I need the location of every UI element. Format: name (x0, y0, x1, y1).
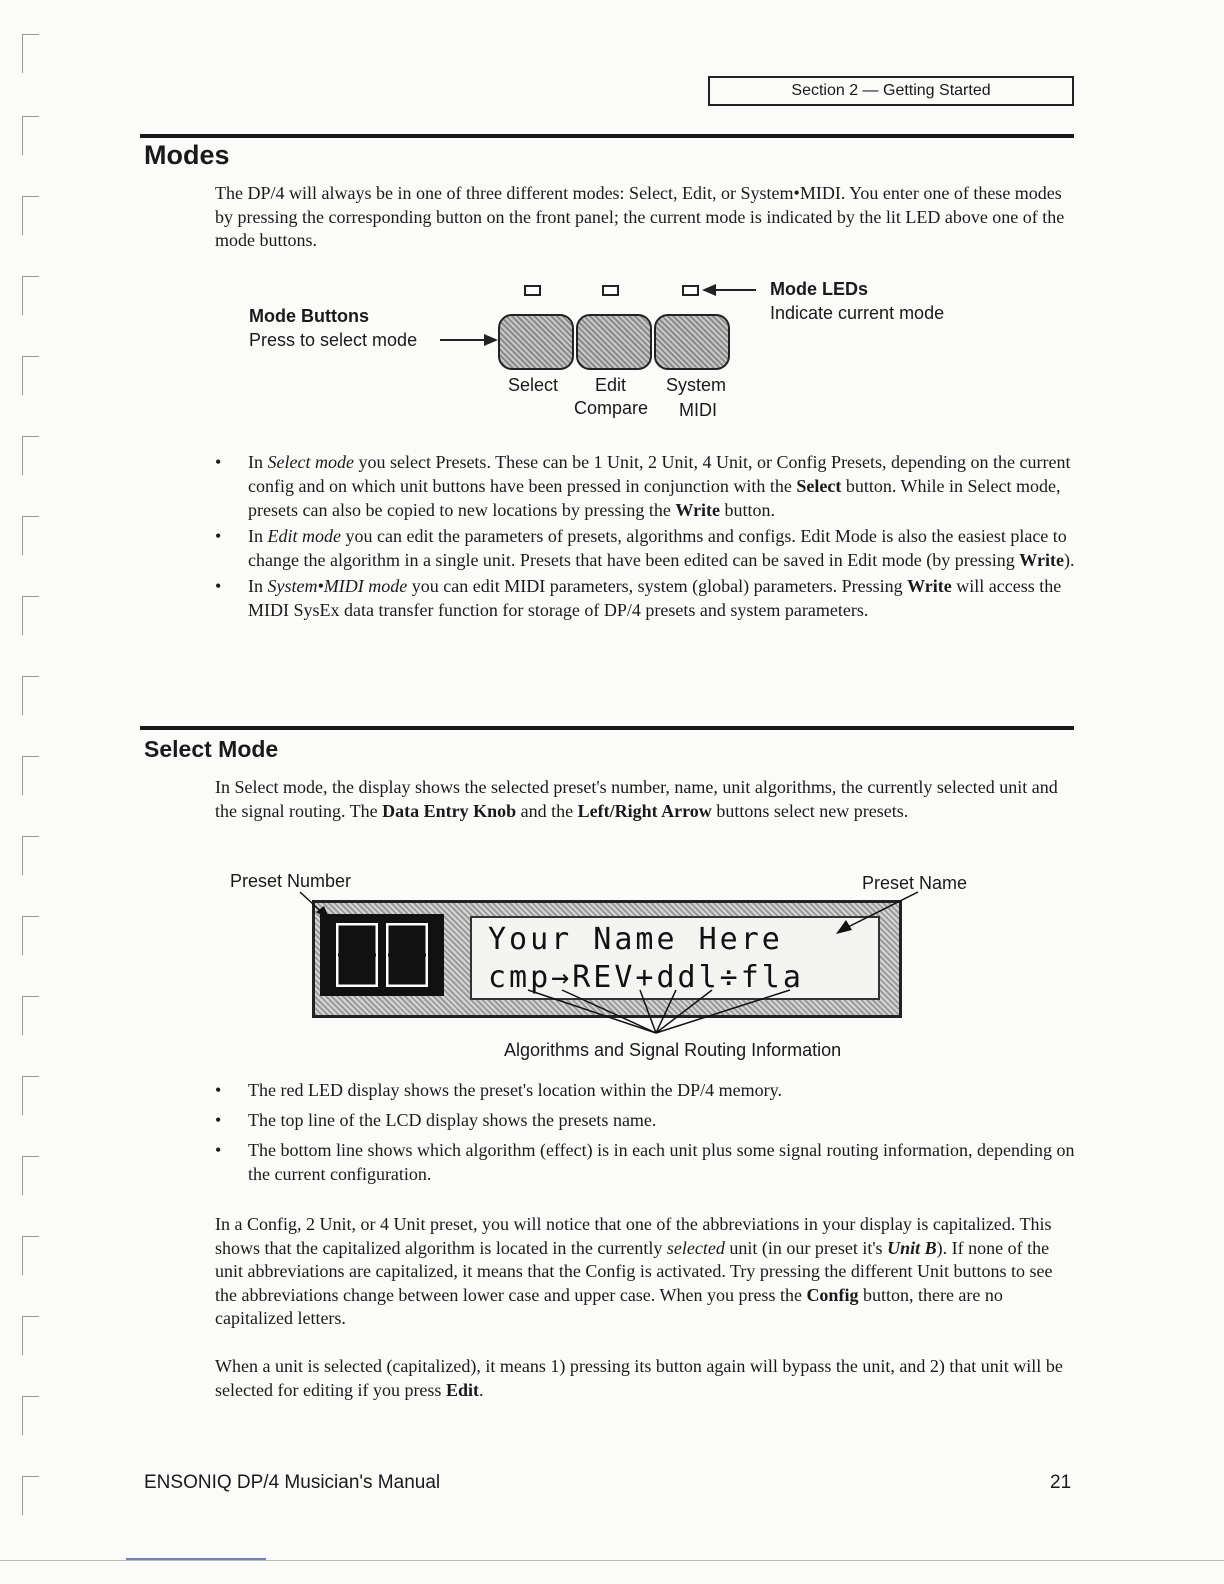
compare-button-label: Compare (574, 398, 649, 418)
routing-info-label: Algorithms and Signal Routing Information (504, 1040, 842, 1060)
select-mode-button[interactable] (498, 314, 574, 370)
binding-mark (22, 676, 39, 715)
scan-edge-mark (126, 1558, 266, 1560)
binding-mark (22, 276, 39, 315)
system-button-label: System (666, 375, 727, 395)
binding-mark (22, 836, 39, 875)
edit-button-label: Edit (595, 375, 627, 395)
binding-mark (22, 996, 39, 1035)
list-item: • In Select mode you select Presets. These can be 1 Unit, 2 Unit, 4 Unit, or Config Presets, depending on the current config and on which unit buttons have been pressed in conjunction with the Select button. While in Select mode, presets can also be copied to new locations by pressing the Write button. (215, 452, 1071, 520)
paragraph: When a unit is selected (capitalized), it means 1) pressing its button again will bypass the unit, and 2) that unit will be selected for editing if you press Edit. (215, 1356, 1063, 1400)
section-header-box (708, 76, 1074, 106)
binding-mark (22, 1476, 39, 1515)
mode-buttons-desc: Press to select mode (249, 330, 418, 350)
binding-mark (22, 116, 39, 155)
system-led (682, 285, 699, 296)
lcd-line-1: Your Name Here (488, 922, 783, 957)
binding-mark (22, 596, 39, 635)
list-item: • The red LED display shows the preset's location within the DP/4 memory. (215, 1080, 782, 1100)
list-item: • The bottom line shows which algorithm (effect) is in each unit plus some signal routing information, depending on the current configuration. (215, 1140, 1075, 1184)
binding-mark (22, 516, 39, 555)
edit-led (602, 285, 619, 296)
page-title: Modes (144, 140, 230, 170)
binding-mark (22, 34, 39, 73)
lcd-line-2: cmp→REV+ddl÷fla (488, 960, 804, 995)
section-header-label: Section 2 — Getting Started (791, 82, 991, 99)
edit-mode-button[interactable] (576, 314, 652, 370)
binding-mark (22, 1076, 39, 1115)
binding-mark (22, 1236, 39, 1275)
mode-leds-desc: Indicate current mode (770, 303, 945, 323)
binding-mark (22, 1316, 39, 1355)
select-led (524, 285, 541, 296)
paragraph: In a Config, 2 Unit, or 4 Unit preset, you will notice that one of the abbreviations in your display is capitalized. This shows that the capitalized algorithm is located in the currently selected unit (in our preset it's Unit B). If none of the unit abbreviations are capitalized, it means that the Config is activated. Try pressing the different Unit buttons to see the abbreviations change between lower case and upper case. When you press the Config button, there are no capitalized letters. (215, 1214, 1053, 1328)
routing-pointers (528, 990, 790, 1033)
section-title: Select Mode (144, 736, 279, 762)
binding-mark (22, 436, 39, 475)
list-item: • In System•MIDI mode you can edit MIDI parameters, system (global) parameters. Pressing Write will access the MIDI SysEx data transfer function for storage of DP/4 presets and system parameters. (215, 576, 1062, 620)
diagram-pointers (290, 888, 930, 1038)
midi-button-label: MIDI (679, 400, 717, 420)
scan-edge (0, 1560, 1224, 1561)
select-mode-bullet-list (215, 1078, 1075, 1186)
preset-name-label: Preset Name (862, 873, 968, 893)
binding-mark (22, 1396, 39, 1435)
modes-intro: The DP/4 will always be in one of three different modes: Select, Edit, or System•MIDI. You enter one of these modes by pressing the corresponding button on the front panel; the current mode is indicated by the lit LED above one of the mode buttons. (215, 183, 1065, 250)
modes-bullet-list (215, 450, 1075, 622)
binding-mark (22, 356, 39, 395)
preset-number-label: Preset Number (230, 871, 352, 891)
section-rule (140, 134, 1074, 138)
arrow-left-icon (702, 282, 758, 298)
page-number: 21 (1050, 1472, 1072, 1493)
select-mode-intro: In Select mode, the display shows the selected preset's number, name, unit algorithms, the currently selected unit and the signal routing. The Data Entry Knob and the Left/Right Arrow buttons select new presets. (215, 777, 1058, 821)
binding-mark (22, 916, 39, 955)
arrow-right-icon (440, 332, 498, 348)
pointer-line (846, 892, 918, 928)
mode-leds-title: Mode LEDs (770, 279, 869, 299)
arrow-head-icon (836, 920, 852, 934)
select-button-label: Select (508, 375, 559, 395)
footer-manual-title: ENSONIQ DP/4 Musician's Manual (144, 1472, 441, 1493)
section-rule (140, 726, 1074, 730)
system-midi-mode-button[interactable] (654, 314, 730, 370)
mode-buttons-title: Mode Buttons (249, 306, 369, 326)
binding-mark (22, 756, 39, 795)
binding-mark (22, 196, 39, 235)
list-item: • The top line of the LCD display shows the presets name. (215, 1110, 657, 1130)
binding-mark (22, 1156, 39, 1195)
list-item: • In Edit mode you can edit the parameters of presets, algorithms and configs. Edit Mode is also the easiest place to change the algorithm in a single unit. Presets that have been edited can be saved in Edit mode (by pressing Write). (215, 526, 1075, 570)
